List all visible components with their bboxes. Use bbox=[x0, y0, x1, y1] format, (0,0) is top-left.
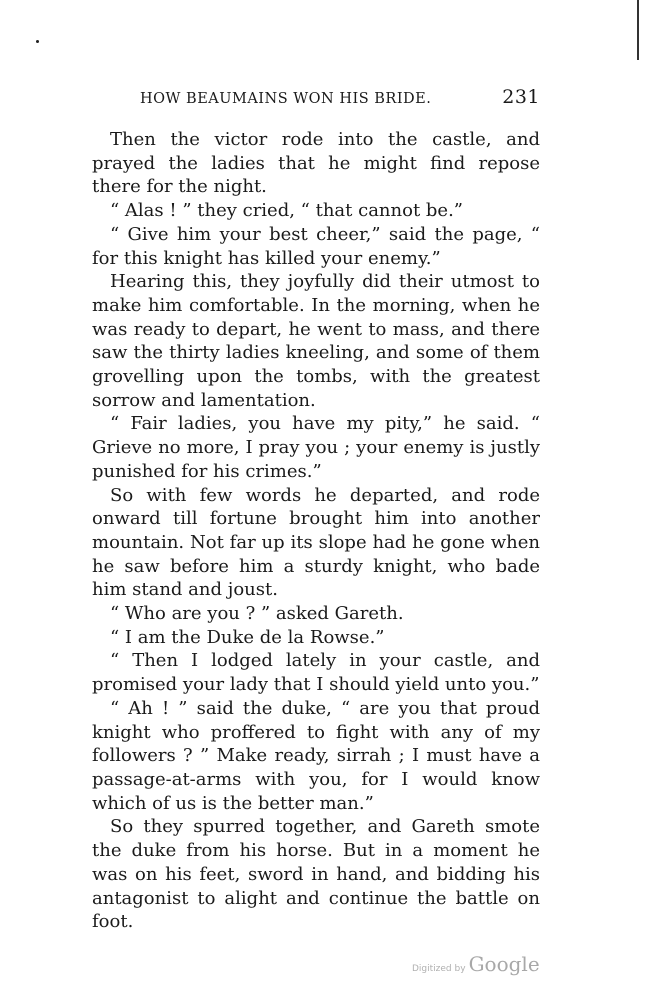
paragraph: “ Who are you ? ” asked Gareth. bbox=[110, 603, 404, 625]
google-wordmark: Google bbox=[468, 952, 540, 976]
paragraph: “ Alas ! ” they cried, “ that cannot be.” bbox=[110, 200, 464, 222]
digitized-watermark bbox=[412, 952, 540, 976]
paragraph: “ Give him your best cheer,” said the page, “ for this knight has killed your enemy.” bbox=[92, 223, 540, 269]
paragraph: “ Then I lodged lately in your castle, and promised your lady that I should yield unto you.” bbox=[92, 650, 540, 696]
paragraph: So with few words he departed, and rode onward till fortune brought him into another mountain. Not far up its slope had he gone when he saw before him a sturdy knight, who bade him stand and joust. bbox=[92, 484, 540, 601]
page-header bbox=[140, 86, 540, 108]
page-edge-line bbox=[637, 0, 639, 60]
paragraph: “ Fair ladies, you have my pity,” he said. “ Grieve no more, I pray you ; your enemy is justly punished for his crimes.” bbox=[92, 413, 540, 482]
page-number: 231 bbox=[502, 86, 540, 108]
paragraph: So they spurred together, and Gareth smote the duke from his horse. But in a moment he was on his feet, sword in hand, and bidding his antagonist to alight and continue the battle on foot. bbox=[92, 816, 540, 933]
paragraph: Hearing this, they joyfully did their utmost to make him comfortable. In the morning, when he was ready to depart, he went to mass, and there saw the thirty ladies kneeling, and some of them grovelling upon the tombs, with the greatest sorrow and lamentation. bbox=[92, 271, 540, 411]
running-title: HOW BEAUMAINS WON HIS BRIDE. bbox=[140, 91, 432, 107]
ink-speck bbox=[36, 40, 39, 43]
paragraph: Then the victor rode into the castle, and prayed the ladies that he might find repose there for the night. bbox=[92, 129, 540, 198]
paragraph: “ I am the Duke de la Rowse.” bbox=[110, 626, 385, 648]
paragraph: “ Ah ! ” said the duke, “ are you that proud knight who proffered to fight with any of my followers ? ” Make ready, sirrah ; I must have a passage-at-arms with you, for I would know which of us is the better man.” bbox=[92, 697, 540, 814]
digitized-label: Digitized by bbox=[412, 964, 466, 974]
body-text bbox=[92, 128, 540, 934]
